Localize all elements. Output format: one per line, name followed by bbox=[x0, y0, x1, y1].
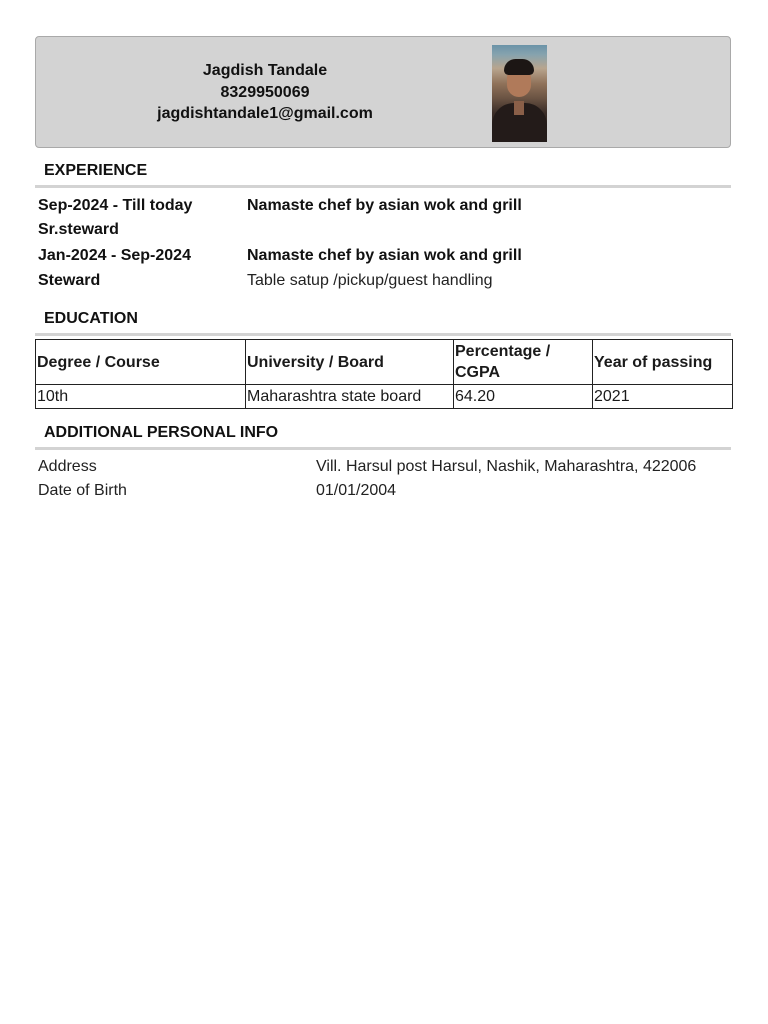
experience-heading: EXPERIENCE bbox=[44, 162, 148, 179]
personal-info-divider bbox=[35, 447, 731, 450]
column-header: Year of passing bbox=[593, 340, 733, 385]
education-table bbox=[35, 339, 733, 409]
table-row bbox=[36, 385, 733, 409]
table-cell: Maharashtra state board bbox=[246, 385, 454, 409]
column-header: Percentage / CGPA bbox=[454, 340, 593, 385]
table-cell: 10th bbox=[36, 385, 246, 409]
phone-number: 8329950069 bbox=[220, 83, 310, 101]
candidate-name: Jagdish Tandale bbox=[202, 62, 328, 79]
experience-company: Namaste chef by asian wok and grill bbox=[247, 247, 522, 264]
education-header-row bbox=[36, 340, 733, 385]
info-value: Vill. Harsul post Harsul, Nashik, Maharashtra, 422006 bbox=[316, 458, 697, 475]
experience-role: Steward bbox=[38, 272, 101, 289]
table-cell: 2021 bbox=[593, 385, 733, 409]
personal-info-heading: ADDITIONAL PERSONAL INFO bbox=[44, 424, 279, 441]
info-label: Address bbox=[38, 458, 97, 475]
education-heading: EDUCATION bbox=[44, 310, 138, 327]
experience-dates: Sep-2024 - Till today bbox=[38, 197, 193, 214]
experience-dates: Jan-2024 - Sep-2024 bbox=[38, 247, 191, 264]
info-label: Date of Birth bbox=[38, 482, 127, 499]
experience-role: Sr.steward bbox=[38, 221, 119, 238]
info-value: 01/01/2004 bbox=[316, 482, 397, 499]
education-divider bbox=[35, 333, 731, 336]
experience-description: Table satup /pickup/guest handling bbox=[247, 272, 493, 289]
resume-header bbox=[35, 36, 731, 148]
email-address: jagdishtandale1@gmail.com bbox=[157, 105, 373, 122]
column-header: University / Board bbox=[246, 340, 454, 385]
contact-block bbox=[136, 60, 394, 125]
experience-divider bbox=[35, 185, 731, 188]
experience-company: Namaste chef by asian wok and grill bbox=[247, 197, 522, 214]
table-cell: 64.20 bbox=[454, 385, 593, 409]
profile-photo bbox=[492, 45, 547, 142]
column-header: Degree / Course bbox=[36, 340, 246, 385]
